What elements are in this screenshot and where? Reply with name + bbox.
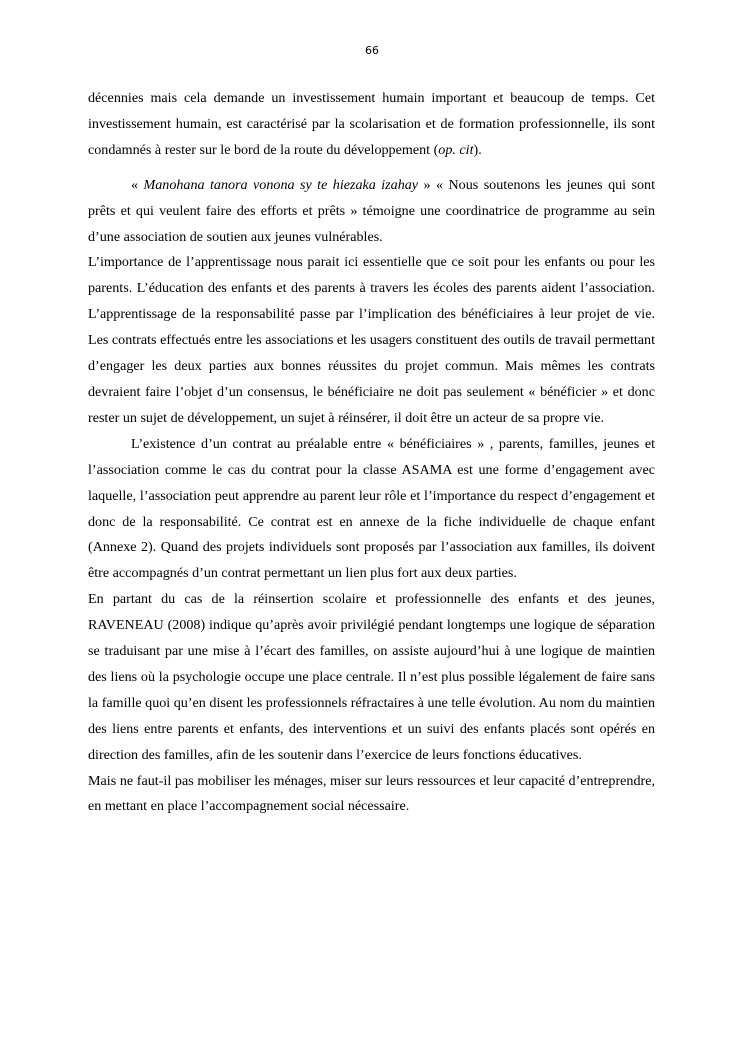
paragraph-2-malagasy-quote: Manohana tanora vonona sy te hiezaka izahay [143,176,419,193]
paragraph-2 [88,173,655,251]
paragraph-4: L’existence d’un contrat au préalable entre « bénéficiaires » , parents, familles, jeunes et l’association comme le cas du contrat pour la classe ASAMA est une forme d’engagement avec laquelle, l’association peut apprendre au parent leur rôle et l’importance du respect d’engagement et donc de la responsabilité. Ce contrat est en annexe de la fiche individuelle de chaque enfant (Annexe 2). Quand des projets individuels sont proposés par l’association aux familles, ils doivent être accompagnés d’un contrat permettant un lien plus fort aux deux parties. [88,435,655,582]
paragraph-1 [88,86,655,164]
paragraph-1-citation: op. cit [438,141,474,158]
page-body [88,86,655,820]
paragraph-5: En partant du cas de la réinsertion scolaire et professionnelle des enfants et des jeunes, RAVENEAU (2008) indique qu’après avoir privilégié pendant longtemps une logique de séparation se traduisant par une mise à l’écart des familles, on assiste aujourd’hui à une logique de maintien des liens où la psychologie occupe une place centrale. Il n’est plus possible légalement de faire sans la famille quoi qu’en disent les professionnels réfractaires à une telle évolution. Au nom du maintien des liens entre parents et enfants, des interventions et un suivi des enfants placés sont opérés en direction des familles, afin de les soutenir dans l’exercice de leurs fonctions éducatives. [88,591,655,763]
paragraph-1-text: décennies mais cela demande un investissement humain important et beaucoup de temps. Cet investissement humain, est caractérisé par la scolarisation et de formation professionnelle, ils sont condamnés à rester sur le bord de la route du développement ( [88,90,655,158]
paragraph-2-open-quote: « [131,176,144,193]
paragraph-6: Mais ne faut-il pas mobiliser les ménages, miser sur leurs ressources et leur capacité d’entreprendre, en mettant en place l’accompagnement social nécessaire. [88,772,655,815]
paragraph-1-text-end: ). [473,141,482,158]
page-number: 66 [365,44,379,57]
paragraph-3: L’importance de l’apprentissage nous parait ici essentielle que ce soit pour les enfants ou pour les parents. L’éducation des enfants et des parents à travers les écoles des parents aident l’association. L’apprentissage de la responsabilité passe par l’implication des bénéficiaires à leur projet de vie. Les contrats effectués entre les associations et les usagers constituent des outils de travail permettant d’engager les deux parties aux bonnes réussites du projet commun. Mais mêmes les contrats devraient faire l’objet d’un consensus, le bénéficiaire ne doit pas seulement « bénéficier » et donc rester un sujet de développement, un sujet à réinsérer, il doit être un acteur de sa propre vie. [88,254,655,426]
paragraph-2-text: » « Nous soutenons les jeunes qui sont prêts et qui veulent faire des efforts et prêts » témoigne une coordinatrice de programme au sein d’une association de soutien aux jeunes vulnérables. [88,176,656,245]
